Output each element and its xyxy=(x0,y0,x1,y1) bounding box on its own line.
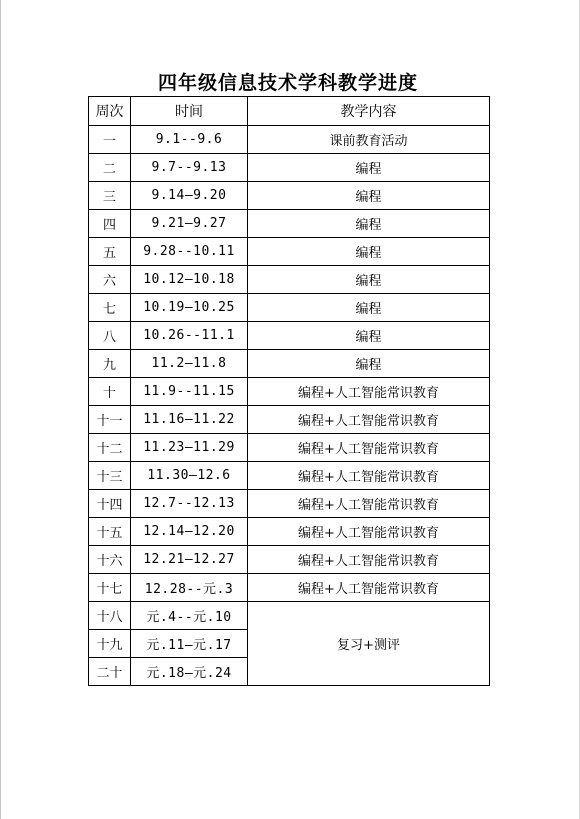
week-cell: 三 xyxy=(89,182,131,210)
table-row xyxy=(89,210,490,238)
content-cell: 编程 xyxy=(248,266,490,294)
week-cell: 十四 xyxy=(89,490,131,518)
table-row xyxy=(89,294,490,322)
content-cell: 编程+人工智能常识教育 xyxy=(248,378,490,406)
time-cell: 元.18—元.24 xyxy=(131,658,248,686)
week-cell: 十 xyxy=(89,378,131,406)
content-cell: 编程+人工智能常识教育 xyxy=(248,518,490,546)
schedule-table xyxy=(88,96,490,686)
time-cell: 11.30—12.6 xyxy=(131,462,248,490)
content-cell-merged: 复习+测评 xyxy=(248,602,490,686)
time-cell: 11.2—11.8 xyxy=(131,350,248,378)
time-cell: 11.9--11.15 xyxy=(131,378,248,406)
document-title: 四年级信息技术学科教学进度 xyxy=(157,72,418,94)
table-row xyxy=(89,126,490,154)
time-cell: 12.14—12.20 xyxy=(131,518,248,546)
week-cell: 十一 xyxy=(89,406,131,434)
time-cell: 9.21—9.27 xyxy=(131,210,248,238)
content-cell: 编程 xyxy=(248,210,490,238)
table-row xyxy=(89,434,490,462)
table-row xyxy=(89,546,490,574)
table-row xyxy=(89,238,490,266)
table-row xyxy=(89,322,490,350)
time-cell: 12.28--元.3 xyxy=(131,574,248,602)
week-cell: 一 xyxy=(89,126,131,154)
week-cell: 四 xyxy=(89,210,131,238)
table-row xyxy=(89,518,490,546)
time-cell: 元.4--元.10 xyxy=(131,602,248,630)
week-cell: 十九 xyxy=(89,630,131,658)
content-cell: 编程 xyxy=(248,294,490,322)
table-row xyxy=(89,378,490,406)
table-row xyxy=(89,574,490,602)
table-row xyxy=(89,490,490,518)
content-cell: 编程 xyxy=(248,154,490,182)
week-cell: 十八 xyxy=(89,602,131,630)
time-cell: 11.23—11.29 xyxy=(131,434,248,462)
table-row xyxy=(89,602,490,630)
time-cell: 9.28--10.11 xyxy=(131,238,248,266)
time-cell: 元.11—元.17 xyxy=(131,630,248,658)
content-cell: 编程+人工智能常识教育 xyxy=(248,462,490,490)
time-cell: 9.14—9.20 xyxy=(131,182,248,210)
table-row xyxy=(89,182,490,210)
week-cell: 十六 xyxy=(89,546,131,574)
week-cell: 十三 xyxy=(89,462,131,490)
week-cell: 八 xyxy=(89,322,131,350)
page-edge-left xyxy=(0,0,1,819)
time-cell: 12.7--12.13 xyxy=(131,490,248,518)
week-cell: 七 xyxy=(89,294,131,322)
week-cell: 十五 xyxy=(89,518,131,546)
content-cell: 编程+人工智能常识教育 xyxy=(248,546,490,574)
table-header-row xyxy=(89,97,490,126)
content-cell: 编程+人工智能常识教育 xyxy=(248,434,490,462)
table-row xyxy=(89,462,490,490)
content-cell: 编程+人工智能常识教育 xyxy=(248,574,490,602)
table-row xyxy=(89,154,490,182)
header-time: 时间 xyxy=(131,97,248,126)
week-cell: 二 xyxy=(89,154,131,182)
week-cell: 十七 xyxy=(89,574,131,602)
time-cell: 9.7--9.13 xyxy=(131,154,248,182)
content-cell: 编程 xyxy=(248,238,490,266)
content-cell: 课前教育活动 xyxy=(248,126,490,154)
time-cell: 10.19—10.25 xyxy=(131,294,248,322)
time-cell: 10.26--11.1 xyxy=(131,322,248,350)
week-cell: 五 xyxy=(89,238,131,266)
content-cell: 编程 xyxy=(248,322,490,350)
week-cell: 六 xyxy=(89,266,131,294)
content-cell: 编程+人工智能常识教育 xyxy=(248,490,490,518)
table-row xyxy=(89,266,490,294)
week-cell: 十二 xyxy=(89,434,131,462)
time-cell: 12.21—12.27 xyxy=(131,546,248,574)
time-cell: 10.12—10.18 xyxy=(131,266,248,294)
content-cell: 编程 xyxy=(248,350,490,378)
week-cell: 九 xyxy=(89,350,131,378)
table-row xyxy=(89,350,490,378)
content-cell: 编程+人工智能常识教育 xyxy=(248,406,490,434)
time-cell: 9.1--9.6 xyxy=(131,126,248,154)
week-cell: 二十 xyxy=(89,658,131,686)
content-cell: 编程 xyxy=(248,182,490,210)
table-row xyxy=(89,406,490,434)
header-week: 周次 xyxy=(89,97,131,126)
time-cell: 11.16—11.22 xyxy=(131,406,248,434)
header-content: 教学内容 xyxy=(248,97,490,126)
